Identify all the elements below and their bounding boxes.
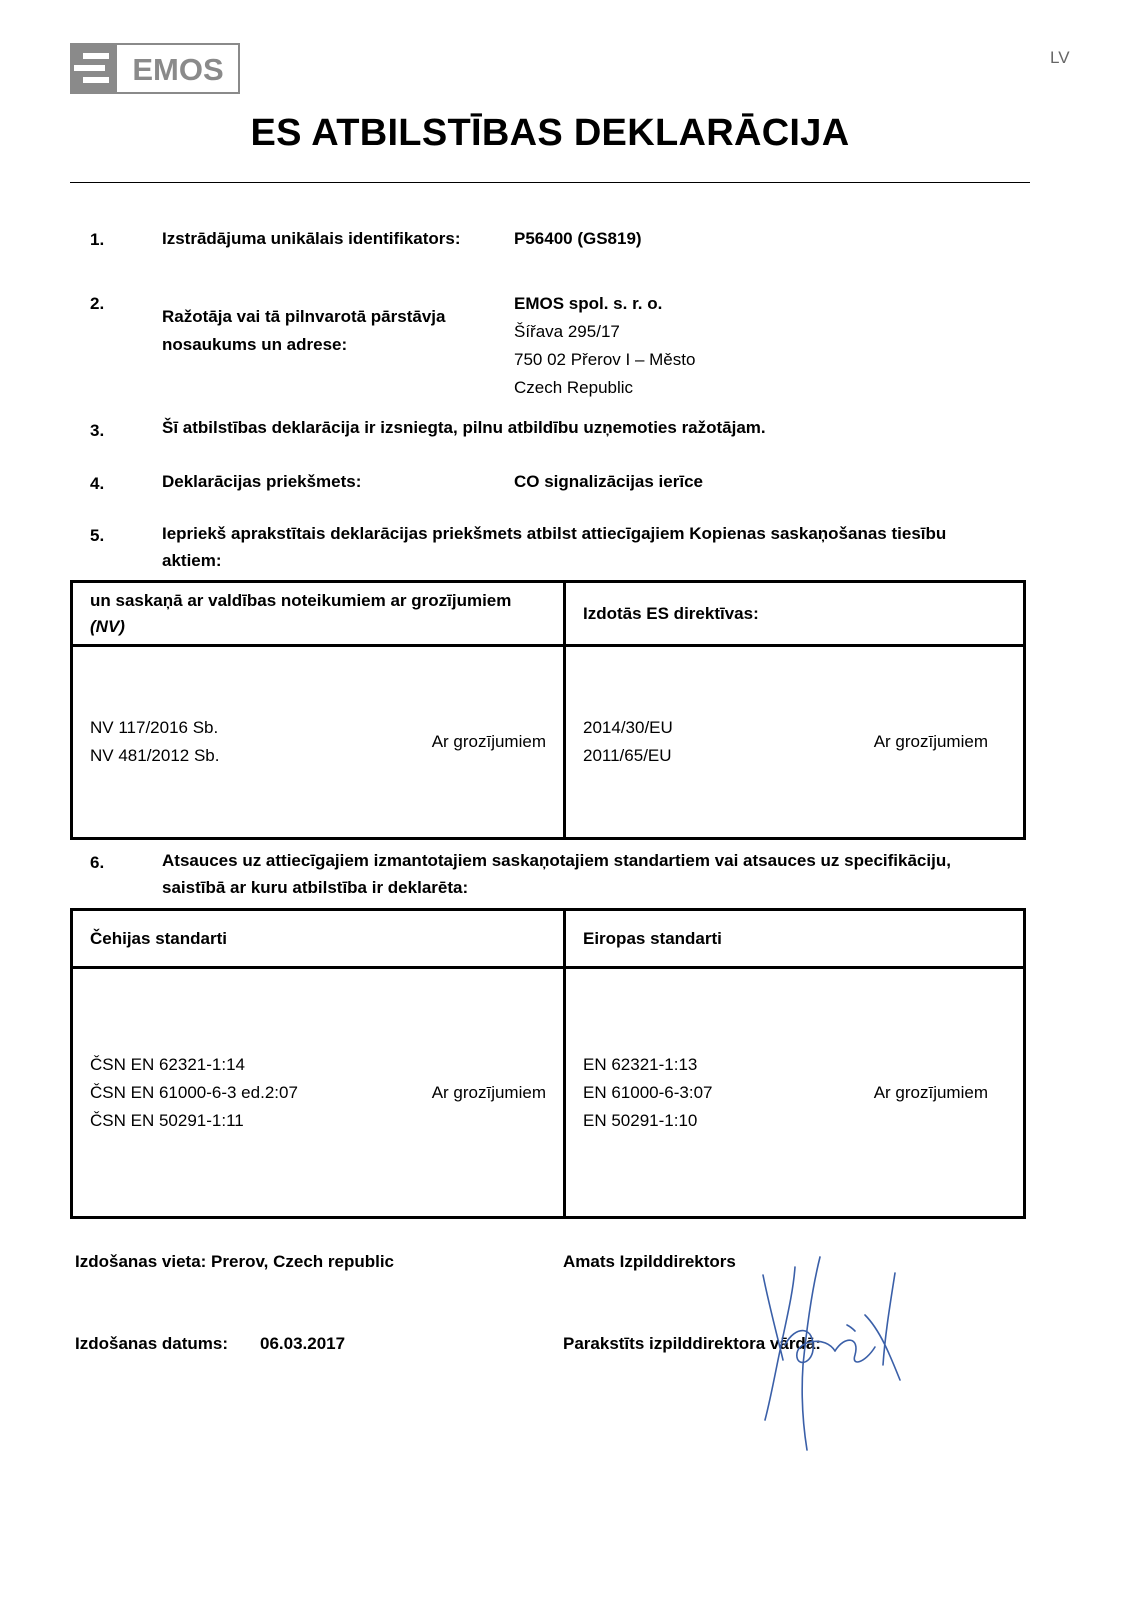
directives-table [70,580,1026,840]
section-1-label: Izstrādājuma unikālais identifikators: [162,229,461,248]
section-2-label-line1: Ražotāja vai tā pilnvarotā pārstāvja [162,307,446,326]
section-1-number: 1. [90,230,105,249]
page-title: ES ATBILSTĪBAS DEKLARĀCIJA [250,112,850,154]
directives-table-head-right: Izdotās ES direktīvas: [565,582,1025,646]
section-2-label-line2: nosaukums un adrese: [162,335,348,354]
signed-on-behalf-label: Parakstīts izpilddirektora vārdā: [563,1334,821,1353]
section-3-text: Šī atbilstības deklarācija ir izsniegta, pilnu atbildību uzņemoties ražotājam. [162,418,766,437]
standards-table [70,908,1026,1219]
place-of-issue: Izdošanas vieta: Prerov, Czech republic [75,1252,395,1271]
section-2-number: 2. [90,294,105,313]
date-of-issue-value: 06.03.2017 [260,1334,346,1353]
manufacturer-street: Šířava 295/17 [514,322,620,341]
list-item: 2011/65/EU [583,746,672,765]
section-3-number: 3. [90,421,105,440]
eu-directives-cell [565,646,1025,839]
amendment-note: Ar grozījumiem [873,732,988,751]
product-identifier: P56400 (GS819) [514,229,642,248]
date-of-issue-label: Izdošanas datums: [75,1334,229,1353]
section-4-label: Deklarācijas priekšmets: [162,472,362,491]
section-5-number: 5. [90,526,105,545]
title-divider [70,182,1030,183]
section-6-line2: saistībā ar kuru atbilstība ir deklarēta: [162,878,469,897]
manufacturer-name: EMOS spol. s. r. o. [514,294,663,313]
czech-standards-head: Čehijas standarti [72,910,565,968]
national-regulations-cell [72,646,565,839]
signatory-position: Amats Izpilddirektors [563,1252,736,1271]
section-5-line2: aktiem: [162,551,222,570]
directives-table-head-left: un saskaņā ar valdības noteikumiem ar grozījumiem (NV) [72,582,565,646]
handwritten-signature-icon [755,1255,925,1455]
list-item: 2014/30/EU [583,718,673,737]
list-item: NV 481/2012 Sb. [90,746,220,765]
european-standards-cell [565,968,1025,1218]
logo-text: EMOS [132,52,224,87]
list-item: ČSN EN 50291-1:11 [90,1110,244,1130]
amendment-note: Ar grozījumiem [873,1082,988,1102]
list-item: ČSN EN 62321-1:14 [90,1054,245,1074]
language-code: LV [1050,48,1070,67]
list-item: EN 61000-6-3:07 [583,1082,713,1102]
list-item: ČSN EN 61000-6-3 ed.2:07 [90,1082,298,1102]
manufacturer-country: Czech Republic [514,378,634,397]
european-standards-head: Eiropas standarti [565,910,1025,968]
amendment-note: Ar grozījumiem [431,732,546,751]
list-item: EN 50291-1:10 [583,1110,698,1130]
list-item: EN 62321-1:13 [583,1054,698,1074]
amendment-note: Ar grozījumiem [431,1082,546,1102]
section-6-line1: Atsauces uz attiecīgajiem izmantotajiem saskaņotajiem standartiem vai atsauces uz specifikāciju, [162,851,951,870]
section-4-number: 4. [90,474,105,493]
section-6-number: 6. [90,853,105,872]
manufacturer-city: 750 02 Přerov I – Město [514,350,696,369]
czech-standards-cell [72,968,565,1218]
emos-logo-icon [70,43,240,94]
list-item: NV 117/2016 Sb. [90,718,219,737]
section-5-line1: Iepriekš aprakstītais deklarācijas priekšmets atbilst attiecīgajiem Kopienas saskaņošanas tiesību [162,524,947,543]
declaration-object: CO signalizācijas ierīce [514,472,703,491]
